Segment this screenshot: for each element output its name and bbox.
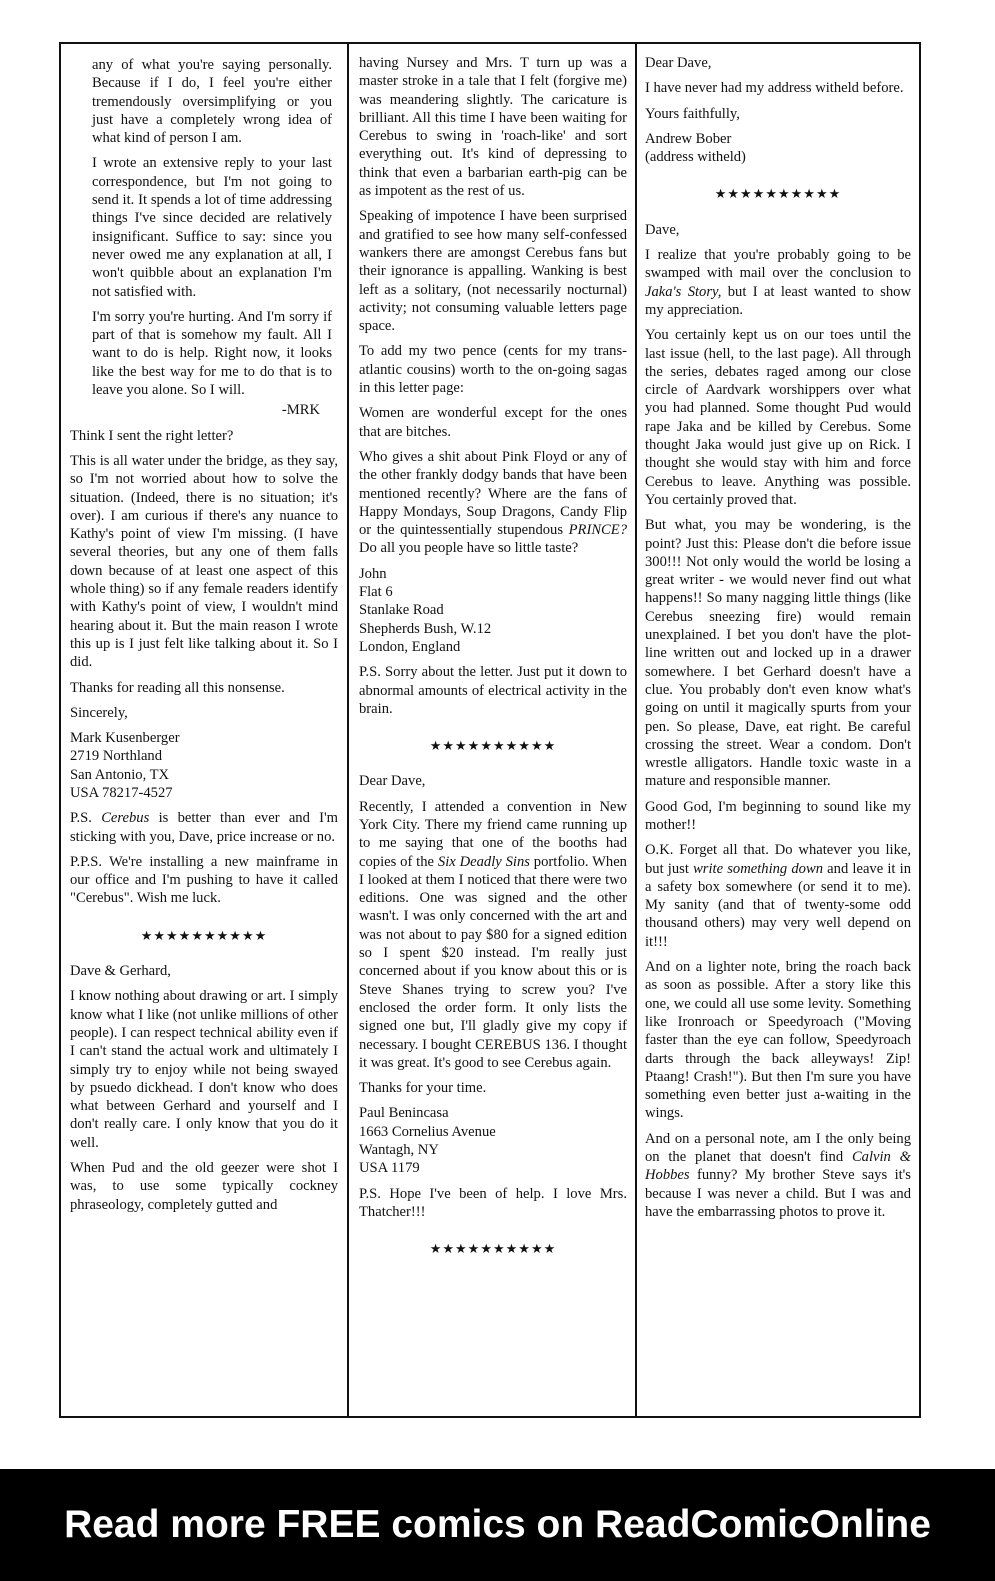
letter-paragraph: Speaking of impotence I have been surprised and gratified to see how many self-confessed wankers there are amongst Cerebus fans but their ignorance is appalling. Wanking is best left as a solitary, (not necessarily nocturnal) activity; not consuming valuable letters page space. <box>359 208 627 335</box>
paragraph-text: Do all you people have so little taste? <box>359 540 579 557</box>
address-block <box>359 565 627 656</box>
address-block <box>645 130 911 167</box>
ps-italic: Cerebus <box>101 810 150 827</box>
promo-banner-text: Read more FREE comics on ReadComicOnline <box>64 1503 931 1546</box>
column-2 <box>349 44 637 1416</box>
paragraph-text: portfolio. When I looked at them I noticed that there were two editions. One was signed and the other wasn't. I was only concerned with the art and was not about to pay $80 for a signed edition so I spent $20 instead. I'm really just concerned about if you know about this or is Steve Shanes trying to screw you? I've enclosed the order form. It only lists the signed one but, I'll gladly give my copy if necessary. I bought CEREBUS 136. I thought it was great. It's good to see Cerebus again. <box>359 853 627 1071</box>
paragraph-italic: Jaka's Story, <box>645 283 722 300</box>
letter-paragraph <box>359 798 627 1072</box>
letter-paragraph: I know nothing about drawing or art. I simply know what I like (not unlike millions of other people). I can respect technical ability even if I can't stand the actual work and ultimately I simply try to enjoy while not being swayed by psuedo dickhead. I don't know who does what between Gerhard and yourself and I don't really care. I only know that you do it well. <box>70 988 338 1151</box>
letter-quote-block <box>70 56 338 420</box>
address-line: San Antonio, TX <box>70 766 170 783</box>
address-line: John <box>359 565 387 582</box>
paragraph-text: and leave it in a safety box somewhere (or send it to me). My sanity (and that of twenty-some odd thousand others) may very well depend on it!!! <box>645 860 911 950</box>
letter-paragraph <box>645 246 911 319</box>
column-1 <box>61 44 349 1416</box>
postscript: P.S. Sorry about the letter. Just put it down to abnormal amounts of electrical activity in the brain. <box>359 664 627 717</box>
paragraph-italic: Calvin & Hobbes <box>645 1149 911 1184</box>
paragraph-text: Who gives a shit about Pink Floyd or any of the other frankly dodgy bands that have been mentioned recently? Where are the fans of Happy Mondays, Soup Dragons, Candy Flip or the quintessentially stupendous <box>359 448 627 539</box>
letter-paragraph: Women are wonderful except for the ones that are bitches. <box>359 405 627 440</box>
letter-paragraph <box>645 841 911 951</box>
address-line: Flat 6 <box>359 584 393 601</box>
letter-paragraph: This is all water under the bridge, as they say, so I'm not worried about how to solve the situation. (Indeed, there is no situation; it's over). I am curious if there's any nuance to Kathy's point of view I'm missing. (I have several theories, but any one of them falls down because of at least one aspect of this whole thing) so if any female readers identify with Kathy's point of view, I wouldn't mind hearing about it. But the main reason I wrote this up is I just felt like talking about it. So I did. <box>70 452 338 671</box>
letter-paragraph: But what, you may be wondering, is the point? Just this: Please don't die before issue 300!!! Not only would the world be losing a great writer - we would never find out what happens!! So many nagging little things (like Cerebus sneezing fire) would remain unexplained. I bet you don't have the plot-line written out and locked up in a drawer somewhere. I bet Gerhard doesn't have a clue. You probably don't even know what's going on until it magically spurts from your pen. So please, Dave, eat right. Be careful crossing the street. Wear a condom. Don't wrestle alligators. Handle toxic waste in a mature and responsible manner. <box>645 517 911 790</box>
column-3 <box>637 44 919 1416</box>
letter-paragraph: When Pud and the old geezer were shot I was, to use some typically cockney phraseology, completely gutted and <box>70 1160 338 1213</box>
paragraph-text: funny? My brother Steve says it's because I was never a child. But I was and have the embarrassing photos to prove it. <box>645 1167 911 1220</box>
paragraph-italic: Six Deadly Sins <box>437 853 530 870</box>
paragraph-italic: write something down <box>693 860 824 877</box>
address-line: Wantagh, NY <box>359 1142 439 1159</box>
address-line: Shepherds Bush, W.12 <box>359 620 492 637</box>
address-line: Andrew Bober <box>645 130 732 147</box>
letter-paragraph: any of what you're saying personally. Because if I do, I feel you're either tremendously oversimplifying or you just have a completely wrong idea of what kind of person I am. <box>92 57 332 147</box>
letter-paragraph: Sincerely, <box>70 704 128 721</box>
letter-paragraph: I have never had my address witheld before. <box>645 80 904 97</box>
paragraph-text: O.K. Forget all that. Do whatever you like, but just <box>645 842 911 877</box>
postscript <box>70 809 338 846</box>
star-divider: ★★★★★★★★★★ <box>140 928 268 944</box>
paragraph-text: but I at least wanted to show my appreciation. <box>645 283 911 318</box>
postscript-2: P.P.S. We're installing a new mainframe in our office and I'm pushing to have it called "Cerebus". Wish me luck. <box>70 853 338 907</box>
address-line: Paul Benincasa <box>359 1105 449 1122</box>
paragraph-text: Recently, I attended a convention in New York City. There my friend came running up to me saying that one of the booths had copies of the <box>359 798 627 870</box>
greeting: Dave & Gerhard, <box>70 963 171 980</box>
letter-paragraph: I'm sorry you're hurting. And I'm sorry if part of that is somehow my fault. All I want to do is help. Right now, it looks like the best way for me to do that is to leave you alone. So I will. <box>92 308 332 399</box>
letter-paragraph: having Nursey and Mrs. T turn up was a master stroke in a tale that I felt (forgive me) was meandering slightly. The caricature is brilliant. All this time I have been waiting for Cerebus to swing in 'roach-like' and sort everything out. It's kind of depressing to think that even a barbarian earth-pig can be as impotent as the rest of us. <box>359 55 627 200</box>
paragraph-text: I realize that you're probably going to be swamped with mail over the conclusion to <box>645 247 911 282</box>
ps-text: is better than ever and I'm sticking with you, Dave, price increase or no. <box>70 810 339 845</box>
letter-paragraph: And on a lighter note, bring the roach back as soon as possible. After a story like this one, we could all use some levity. Something like Ironroach or Speedyroach ("Moving faster than the eye can follow, Speedyroach darts through the back alleyways! Zip! Ptaang! Crash!"). But then I'm sure you have something even better just a-waiting in the wings. <box>645 959 911 1122</box>
star-divider: ★★★★★★★★★★ <box>714 187 842 203</box>
address-line: Stanlake Road <box>359 602 444 619</box>
address-line: USA 78217-4527 <box>70 784 173 801</box>
address-line: 1663 Cornelius Avenue <box>359 1123 496 1140</box>
star-divider: ★★★★★★★★★★ <box>429 1242 557 1258</box>
letter-paragraph <box>359 448 627 558</box>
closing: Thanks for your time. <box>359 1080 487 1097</box>
address-block <box>359 1104 627 1177</box>
letter-paragraph: Think I sent the right letter? <box>70 427 234 444</box>
signoff: -MRK <box>281 402 320 419</box>
address-line: London, England <box>359 638 461 655</box>
postscript: P.S. Hope I've been of help. I love Mrs. Thatcher!!! <box>359 1185 627 1220</box>
star-divider: ★★★★★★★★★★ <box>429 739 557 755</box>
greeting: Dave, <box>645 221 680 238</box>
closing: Yours faithfully, <box>645 105 740 122</box>
letter-paragraph: I wrote an extensive reply to your last correspondence, but I'm not going to send it. It spends a lot of time addressing things I've since decided are relatively insignificant. Suffice to say: since you never owed me any explanation at all, I won't quibble about an explanation I'm not satisfied with. <box>92 155 332 300</box>
letter-paragraph: To add my two pence (cents for my trans-atlantic cousins) worth to the on-going sagas in this letter page: <box>359 343 627 397</box>
paragraph-text: And on a personal note, am I the only being on the planet that doesn't find <box>645 1130 911 1166</box>
paragraph-italic: PRINCE? <box>568 522 627 539</box>
address-block <box>70 729 338 802</box>
ps-text: P.S. <box>70 810 102 827</box>
address-line: Mark Kusenberger <box>70 730 180 747</box>
letter-paragraph <box>645 1130 911 1221</box>
address-line: (address witheld) <box>645 149 746 166</box>
greeting: Dear Dave, <box>645 55 712 71</box>
address-line: USA 1179 <box>359 1160 420 1177</box>
letters-page <box>59 42 921 1418</box>
address-line: 2719 Northland <box>70 748 163 765</box>
letter-paragraph: You certainly kept us on our toes until the last issue (hell, to the last page). All through the series, debates raged among our close circle of Aardvark worshippers over what you had planned. Some thought Pud would rape Jaka and be killed by Cerebus. Some thought Jaka would just give up on Rick. I thought she would stay with him and force Cerebus to leave. Anything was possible. You certainly proved that. <box>645 327 911 508</box>
greeting: Dear Dave, <box>359 773 426 790</box>
letter-paragraph: Thanks for reading all this nonsense. <box>70 679 285 696</box>
promo-banner[interactable] <box>0 1469 995 1581</box>
letter-paragraph: Good God, I'm beginning to sound like my mother!! <box>645 798 911 833</box>
